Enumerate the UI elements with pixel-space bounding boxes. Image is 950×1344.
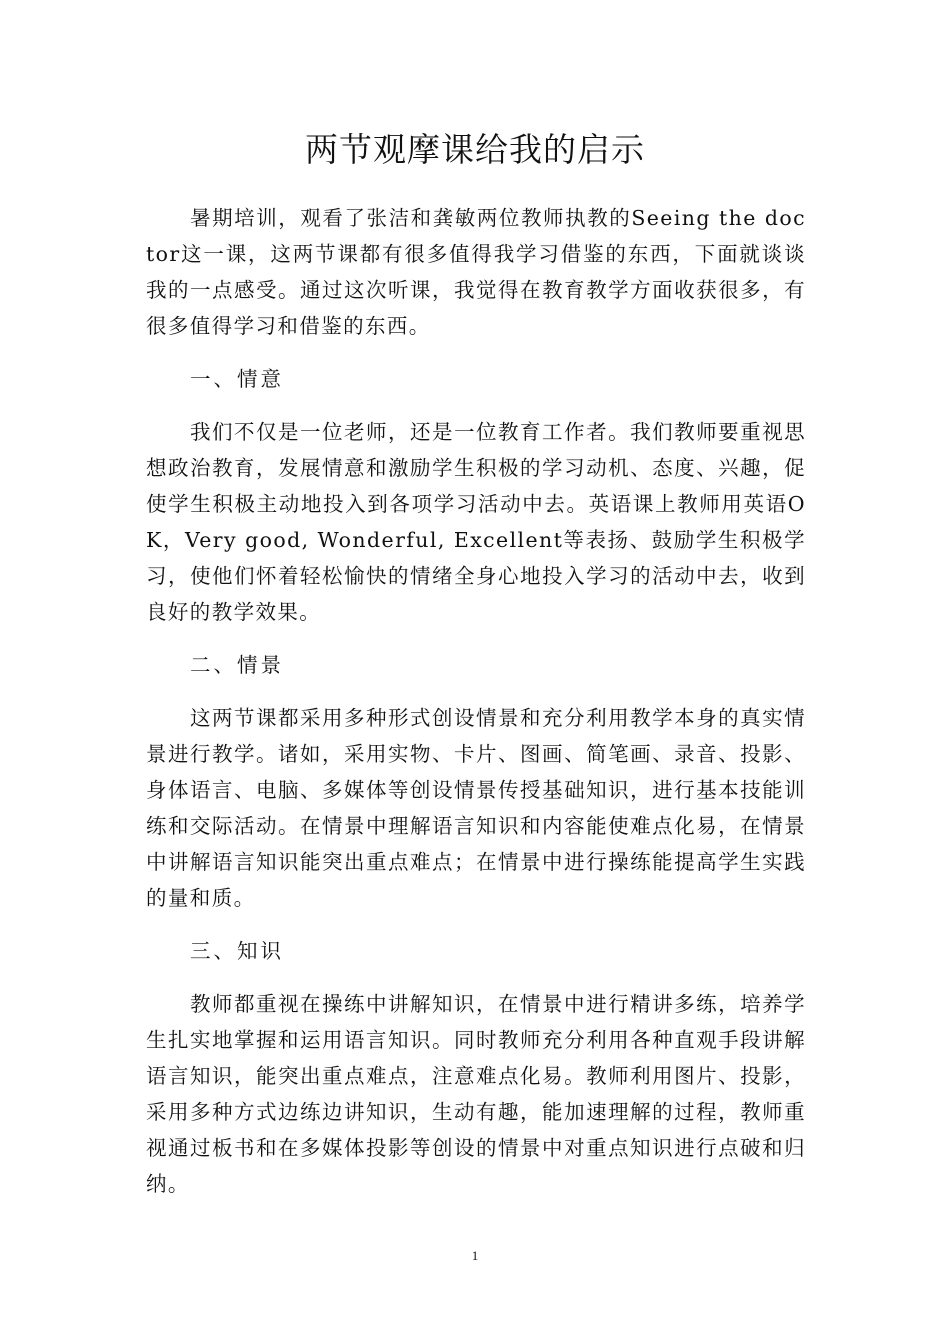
section-paragraph-emotion: 我们不仅是一位老师，还是一位教育工作者。我们教师要重视思想政治教育，发展情意和激励学生积极的学习动机、态度、兴趣，促使学生积极主动地投入到各项学习活动中去。英语课上教师用英语OK，Very good, Wonderful, Excellent等表扬、鼓励学生积极学习，使他们怀着轻松愉快的情绪全身心地投入学习的活动中去，收到良好的教学效果。 [146,420,806,624]
page-number: 1 [471,1248,479,1263]
section-paragraph-scenario: 这两节课都采用多种形式创设情景和充分利用教学本身的真实情景进行教学。诸如，采用实物、卡片、图画、简笔画、录音、投影、身体语言、电脑、多媒体等创设情景传授基础知识，进行基本技能训练和交际活动。在情景中理解语言知识和内容能使难点化易，在情景中讲解语言知识能突出重点难点；在情景中进行操练能提高学生实践的量和质。 [146,706,806,910]
section-heading-emotion: 一、情意 [190,367,284,391]
document-title: 两节观摩课给我的启示 [305,130,645,169]
section-paragraph-knowledge: 教师都重视在操练中讲解知识，在情景中进行精讲多练，培养学生扎实地掌握和运用语言知识。同时教师充分利用各种直观手段讲解语言知识，能突出重点难点，注意难点化易。教师利用图片、投影，采用多种方式边练边讲知识，生动有趣，能加速理解的过程，教师重视通过板书和在多媒体投影等创设的情景中对重点知识进行点破和归纳。 [146,992,806,1196]
section-heading-knowledge: 三、知识 [190,939,284,963]
section-heading-scenario: 二、情景 [190,653,284,677]
intro-paragraph: 暑期培训，观看了张洁和龚敏两位教师执教的Seeing the doctor这一课，这两节课都有很多值得我学习借鉴的东西，下面就谈谈我的一点感受。通过这次听课，我觉得在教育教学方面收获很多，有很多值得学习和借鉴的东西。 [146,206,806,338]
document-body [146,200,806,1219]
